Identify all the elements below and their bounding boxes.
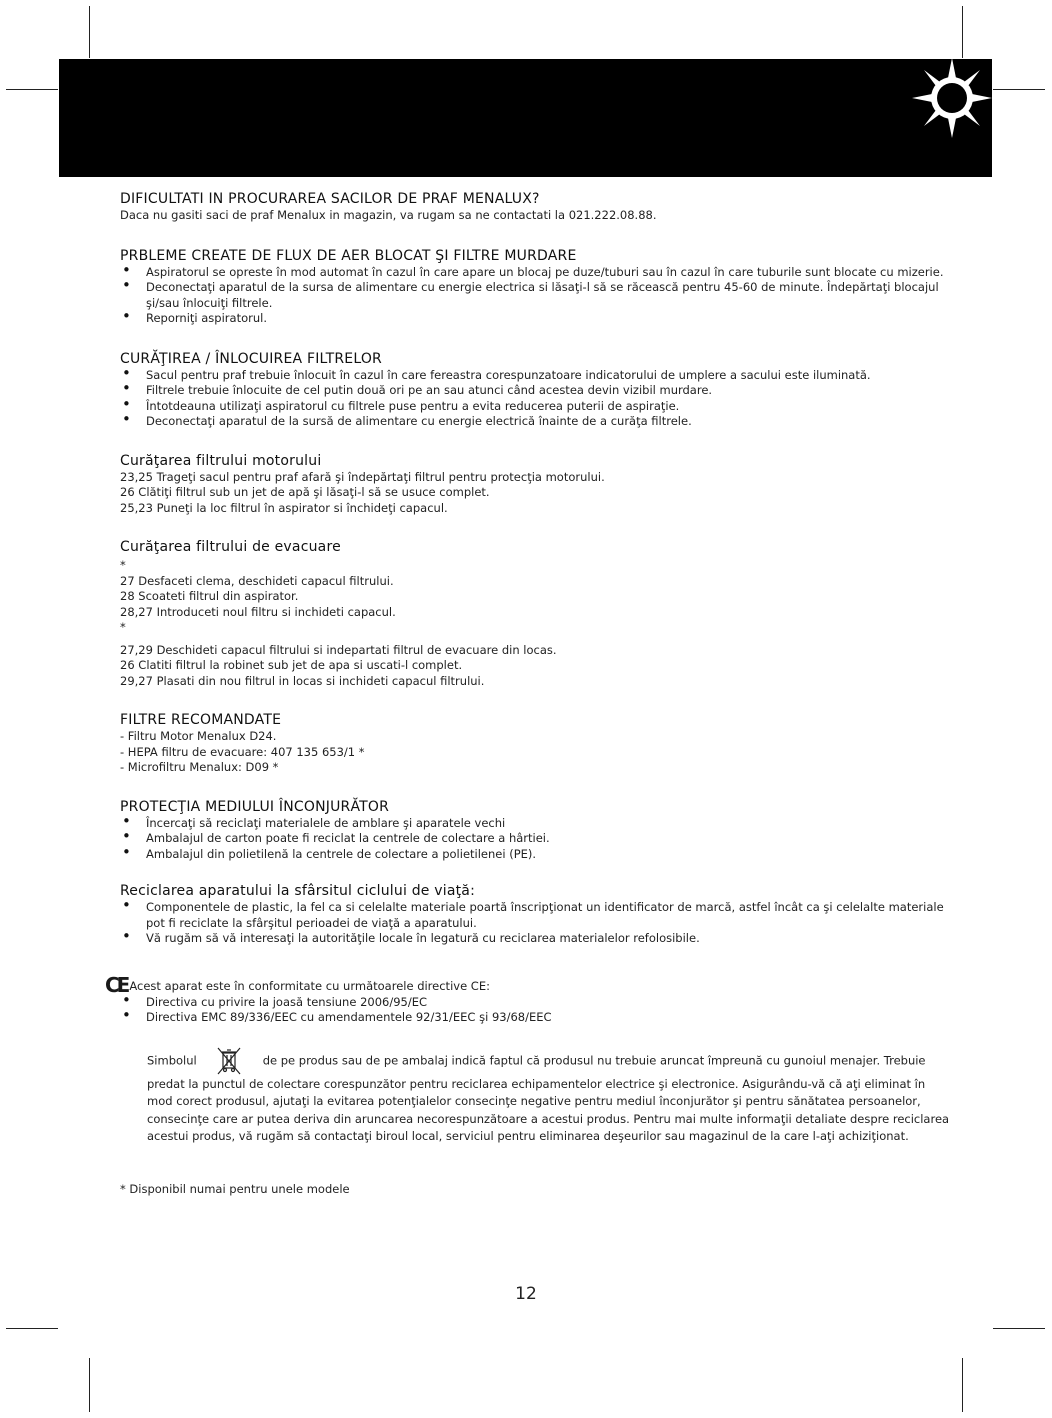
step-line: 27,29 Deschideti capacul filtrului si indepartati filtrul de evacuare din locas. bbox=[120, 642, 557, 657]
bullet-list bbox=[120, 900, 950, 947]
header-bar bbox=[59, 59, 992, 177]
weee-text-before: Simbolul bbox=[147, 1053, 197, 1067]
section-heading: PROTECŢIA MEDIULUI ÎNCONJURĂTOR bbox=[120, 798, 390, 815]
section-text: Daca nu gasiti saci de praf Menalux in magazin, va rugam sa ne contactati la 021.222.08.88. bbox=[120, 208, 657, 222]
crop-mark bbox=[962, 6, 963, 58]
step-line: 26 Clatiti filtrul la robinet sub jet de apa si uscati-l complet. bbox=[120, 658, 463, 672]
filter-line: - Filtru Motor Menalux D24. bbox=[120, 729, 277, 743]
bullet-list bbox=[120, 816, 950, 863]
weee-text: de pe produs sau de pe ambalaj indică faptul că produsul nu trebuie aruncat împreună cu gunoiul menajer. Trebuie predat la punctul de colectare corespunzător pentru reciclarea echipamentelor electrice şi electronice. Asigurându-vă că aţi eliminat în mod corect produsul, ajutaţi la evitarea potenţialelor consecinţe negative pentru mediul înconjurător şi pentru sănătatea persoanelor, consecinţe care ar putea deriva din aruncarea necorespunzătoare a acestui produs. Pentru mai multe informaţii detaliate despre reciclarea acestui produs, vă rugăm să contactaţi biroul local, serviciul pentru eliminarea deşeurilor sau magazinul de la care l-aţi achiziţionat. bbox=[147, 1053, 950, 1143]
section-filters bbox=[120, 350, 950, 430]
list-item: • Ambalajul din polietilenă la centrele de colectare a polietilenei (PE). bbox=[120, 847, 950, 863]
crop-mark bbox=[993, 89, 1045, 90]
weee-paragraph bbox=[120, 1046, 950, 1146]
step-line: 26 Clătiţi filtrul sub un jet de apă şi lăsaţi-l să se usuce complet. bbox=[120, 485, 490, 499]
list-item: • Deconectaţi aparatul de la sursă de alimentare cu energie electrică înainte de a curăţa filtrele. bbox=[120, 414, 950, 430]
ce-intro: Acest aparat este în conformitate cu următoarele directive CE: bbox=[129, 979, 490, 993]
page-number: 12 bbox=[515, 1284, 537, 1304]
list-item: • Filtrele trebuie înlocuite de cel putin două ori pe an sau atunci când acestea devin vizibil murdare. bbox=[120, 383, 950, 399]
step-line: 28 Scoateti filtrul din aspirator. bbox=[120, 589, 299, 603]
bullet-list bbox=[120, 995, 950, 1026]
step-line: * bbox=[120, 558, 126, 572]
section-weee bbox=[120, 1046, 950, 1146]
list-item: • Vă rugăm să vă interesaţi la autorităţile locale în legatură cu reciclarea materialelor refolosibile. bbox=[120, 931, 950, 947]
bullet-list bbox=[120, 368, 950, 430]
section-recommended-filters bbox=[120, 711, 950, 776]
filter-list bbox=[120, 729, 950, 776]
list-item: • Ambalajul de carton poate fi reciclat la centrele de colectare a hârtiei. bbox=[120, 831, 950, 847]
sun-icon bbox=[912, 58, 992, 138]
crop-mark bbox=[6, 1328, 58, 1329]
page-content bbox=[105, 190, 950, 1197]
step-line: 25,23 Puneţi la loc filtrul în aspirator si închideţi capacul. bbox=[120, 500, 448, 515]
ce-intro-row bbox=[105, 972, 950, 997]
section-heading: Curăţarea filtrului motorului bbox=[120, 452, 322, 469]
section-dust-bags bbox=[120, 190, 950, 224]
list-item: • Încercaţi să reciclaţi materialele de amblare şi aparatele vechi bbox=[120, 816, 950, 832]
crop-mark bbox=[89, 1358, 90, 1412]
list-item: • Deconectaţi aparatul de la sursa de alimentare cu energie electrica si lăsaţi-l să se răcească pentru 45-60 de minute. Îndepărtaţi blocajul şi/sau înlocuiţi filtrele. bbox=[120, 280, 950, 311]
crop-mark bbox=[89, 6, 90, 58]
step-line: 28,27 Introduceti noul filtru si inchideti capacul. bbox=[120, 604, 396, 619]
bullet-list bbox=[120, 265, 950, 327]
list-item: • Întotdeauna utilizaţi aspiratorul cu filtrele puse pentru a evita reducerea puterii de aspiraţie. bbox=[120, 399, 950, 415]
step-line: 23,25 Trageţi sacul pentru praf afară şi îndepărtaţi filtrul pentru protecţia motorului. bbox=[120, 469, 605, 484]
section-ce-conformity bbox=[105, 972, 950, 1026]
section-environment bbox=[120, 798, 950, 863]
step-line: * bbox=[120, 620, 126, 634]
crossed-bin-icon bbox=[215, 1046, 243, 1076]
section-airflow bbox=[120, 247, 950, 327]
section-motor-filter bbox=[120, 452, 950, 517]
section-recycling bbox=[120, 882, 950, 947]
crop-mark bbox=[993, 1328, 1045, 1329]
section-heading: FILTRE RECOMANDATE bbox=[120, 712, 282, 728]
section-heading: Reciclarea aparatului la sfârsitul ciclului de viaţă: bbox=[120, 883, 476, 899]
step-line: 29,27 Plasati din nou filtrul in locas si inchideti capacul filtrului. bbox=[120, 673, 485, 688]
step-list bbox=[120, 470, 950, 517]
crop-mark bbox=[962, 1358, 963, 1412]
section-heading: PRBLEME CREATE DE FLUX DE AER BLOCAT ŞI FILTRE MURDARE bbox=[120, 247, 577, 264]
filter-line: - Microfiltru Menalux: D09 * bbox=[120, 760, 279, 774]
section-exhaust-filter bbox=[120, 538, 950, 689]
footnote: * Disponibil numai pentru unele modele bbox=[120, 1181, 350, 1196]
step-line: 27 Desfaceti clema, deschideti capacul filtrului. bbox=[120, 573, 394, 588]
list-item: • Reporniţi aspiratorul. bbox=[120, 311, 950, 327]
list-item: • Componentele de plastic, la fel ca si celelalte materiale poartă înscripţionat un identificator de marcă, astfel încât ca şi celelalte materiale pot fi reciclate la sfârşitul perioadei de viaţă a aparatului. bbox=[120, 900, 950, 931]
section-heading: Curăţarea filtrului de evacuare bbox=[120, 539, 341, 555]
list-item: • Aspiratorul se opreste în mod automat în cazul în care apare un blocaj pe duze/tuburi sau în cazul în care tuburile sunt blocate cu mizerie. bbox=[120, 265, 950, 281]
list-item: • Directiva EMC 89/336/EEC cu amendamentele 92/31/EEC şi 93/68/EEC bbox=[120, 1010, 950, 1026]
section-heading: DIFICULTATI IN PROCURAREA SACILOR DE PRAF MENALUX? bbox=[120, 191, 540, 207]
step-list bbox=[120, 558, 950, 689]
list-item: • Sacul pentru praf trebuie înlocuit în cazul în care fereastra corespunzatoare indicatorului de umplere a sacului este iluminată. bbox=[120, 368, 950, 384]
list-item: • Directiva cu privire la joasă tensiune 2006/95/EC bbox=[120, 995, 950, 1011]
ce-mark-icon: CE bbox=[105, 972, 128, 997]
section-heading: CURĂŢIREA / ÎNLOCUIREA FILTRELOR bbox=[120, 350, 382, 367]
filter-line: - HEPA filtru de evacuare: 407 135 653/1 * bbox=[120, 744, 365, 759]
crop-mark bbox=[6, 89, 58, 90]
